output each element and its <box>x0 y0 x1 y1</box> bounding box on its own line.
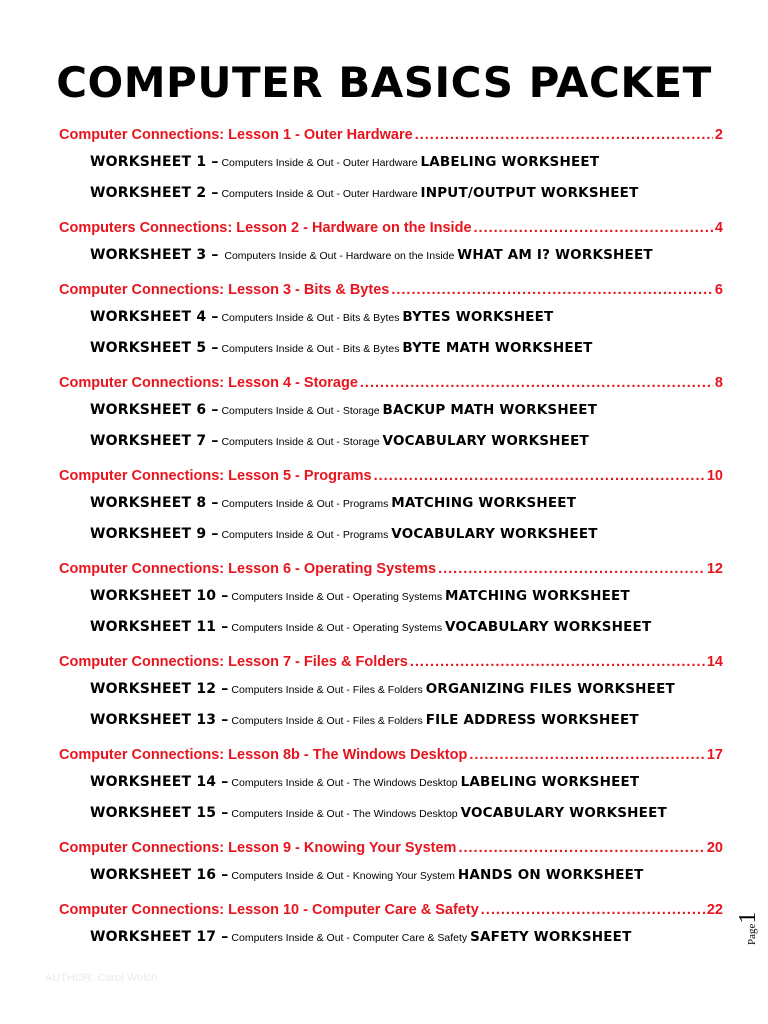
spacer <box>59 890 723 899</box>
worksheet-type: VOCABULARY WORKSHEET <box>460 805 667 821</box>
worksheet-entry <box>90 859 723 890</box>
worksheet-label: WORKSHEET 14 – <box>90 774 229 790</box>
lesson-page: 22 <box>706 902 723 918</box>
worksheet-description: Computers Inside & Out - Operating Systems <box>228 622 445 634</box>
worksheet-description: Computers Inside & Out - Storage <box>218 405 383 417</box>
lesson-group <box>59 558 723 651</box>
packet-title: COMPUTER BASICS PACKET <box>56 58 712 107</box>
spacer <box>59 642 723 651</box>
lesson-entry[interactable] <box>59 124 723 146</box>
spacer <box>59 363 723 372</box>
worksheet-type: SAFETY WORKSHEET <box>470 929 632 945</box>
worksheet-entry <box>90 673 723 704</box>
worksheet-type: FILE ADDRESS WORKSHEET <box>425 712 639 728</box>
lesson-page: 4 <box>714 220 723 236</box>
worksheet-label: WORKSHEET 5 – <box>90 340 219 356</box>
lesson-entry[interactable] <box>59 279 723 301</box>
worksheet-description: Computers Inside & Out - The Windows Desktop <box>228 808 461 820</box>
worksheet-label: WORKSHEET 8 – <box>90 495 219 511</box>
worksheet-entry <box>90 394 723 425</box>
worksheet-type: HANDS ON WORKSHEET <box>457 867 644 883</box>
spacer <box>59 828 723 837</box>
worksheet-description: Computers Inside & Out - Knowing Your System <box>228 870 458 882</box>
worksheet-description: Computers Inside & Out - Outer Hardware <box>218 157 421 169</box>
lesson-title: Computer Connections: Lesson 5 - Programs <box>59 468 372 484</box>
lesson-title: Computer Connections: Lesson 10 - Computer Care & Safety <box>59 902 479 918</box>
worksheet-type: MATCHING WORKSHEET <box>391 495 577 511</box>
worksheet-entry <box>90 177 723 208</box>
lesson-entry[interactable] <box>59 372 723 394</box>
worksheet-description: Computers Inside & Out - Computer Care & Safety <box>228 932 471 944</box>
worksheet-type: BYTE MATH WORKSHEET <box>402 340 593 356</box>
dot-leader <box>391 279 713 301</box>
worksheet-type: LABELING WORKSHEET <box>420 154 600 170</box>
dot-leader <box>415 124 713 146</box>
lesson-group <box>59 651 723 744</box>
worksheet-entry <box>90 146 723 177</box>
worksheet-description: Computers Inside & Out - Programs <box>218 529 392 541</box>
dot-leader <box>458 837 704 859</box>
dot-leader <box>360 372 713 394</box>
worksheet-type: VOCABULARY WORKSHEET <box>445 619 652 635</box>
table-of-contents <box>59 124 723 961</box>
lesson-page: 8 <box>714 375 723 391</box>
worksheet-type: VOCABULARY WORKSHEET <box>391 526 598 542</box>
worksheet-entry <box>90 425 723 456</box>
lesson-title: Computers Connections: Lesson 2 - Hardware on the Inside <box>59 220 472 236</box>
worksheet-description: Computers Inside & Out - The Windows Desktop <box>228 777 461 789</box>
worksheet-description: Computers Inside & Out - Bits & Bytes <box>218 312 403 324</box>
worksheet-description: Computers Inside & Out - Files & Folders <box>228 715 426 727</box>
worksheet-description: Computers Inside & Out - Bits & Bytes <box>218 343 403 355</box>
worksheet-entry <box>90 518 723 549</box>
worksheet-label: WORKSHEET 9 – <box>90 526 219 542</box>
worksheet-label: WORKSHEET 13 – <box>90 712 229 728</box>
page-label: Page <box>746 923 758 945</box>
worksheet-label: WORKSHEET 1 – <box>90 154 219 170</box>
worksheet-type: BYTES WORKSHEET <box>402 309 554 325</box>
worksheet-type: VOCABULARY WORKSHEET <box>382 433 589 449</box>
lesson-page: 14 <box>706 654 723 670</box>
spacer <box>59 735 723 744</box>
worksheet-entry <box>90 921 723 952</box>
lesson-page: 10 <box>706 468 723 484</box>
lesson-title: Computer Connections: Lesson 8b - The Windows Desktop <box>59 747 468 763</box>
lesson-group <box>59 744 723 837</box>
worksheet-type: WHAT AM I? WORKSHEET <box>457 247 653 263</box>
lesson-title: Computer Connections: Lesson 9 - Knowing Your System <box>59 840 457 856</box>
worksheet-description: Computers Inside & Out - Storage <box>218 436 383 448</box>
worksheet-label: WORKSHEET 12 – <box>90 681 229 697</box>
lesson-page: 20 <box>706 840 723 856</box>
lesson-group <box>59 465 723 558</box>
worksheet-entry <box>90 301 723 332</box>
lesson-entry[interactable] <box>59 558 723 580</box>
lesson-page: 17 <box>706 747 723 763</box>
lesson-entry[interactable] <box>59 465 723 487</box>
worksheet-entry <box>90 611 723 642</box>
lesson-group <box>59 899 723 961</box>
worksheet-entry <box>90 580 723 611</box>
worksheet-type: BACKUP MATH WORKSHEET <box>382 402 598 418</box>
spacer <box>59 549 723 558</box>
lesson-entry[interactable] <box>59 899 723 921</box>
page-number <box>735 912 762 945</box>
worksheet-entry <box>90 239 723 270</box>
worksheet-entry <box>90 704 723 735</box>
lesson-title: Computer Connections: Lesson 4 - Storage <box>59 375 358 391</box>
worksheet-label: WORKSHEET 7 – <box>90 433 219 449</box>
dot-leader <box>374 465 705 487</box>
lesson-page: 6 <box>714 282 723 298</box>
lesson-entry[interactable] <box>59 837 723 859</box>
author-watermark: AUTHOR: Carol Welch <box>45 972 158 984</box>
dot-leader <box>474 217 713 239</box>
worksheet-entry <box>90 332 723 363</box>
worksheet-type: INPUT/OUTPUT WORKSHEET <box>420 185 639 201</box>
lesson-group <box>59 217 723 279</box>
lesson-title: Computer Connections: Lesson 1 - Outer Hardware <box>59 127 413 143</box>
worksheet-label: WORKSHEET 11 – <box>90 619 229 635</box>
worksheet-description: Computers Inside & Out - Operating Systems <box>228 591 445 603</box>
worksheet-label: WORKSHEET 4 – <box>90 309 219 325</box>
spacer <box>59 208 723 217</box>
lesson-group <box>59 372 723 465</box>
worksheet-label: WORKSHEET 6 – <box>90 402 219 418</box>
spacer <box>59 270 723 279</box>
worksheet-label: WORKSHEET 15 – <box>90 805 229 821</box>
worksheet-description: Computers Inside & Out - Hardware on the Inside <box>218 250 458 262</box>
spacer <box>59 456 723 465</box>
worksheet-label: WORKSHEET 10 – <box>90 588 229 604</box>
lesson-group <box>59 124 723 217</box>
lesson-group <box>59 279 723 372</box>
lesson-entry[interactable] <box>59 217 723 239</box>
worksheet-description: Computers Inside & Out - Programs <box>218 498 392 510</box>
dot-leader <box>469 744 705 766</box>
dot-leader <box>481 899 705 921</box>
worksheet-label: WORKSHEET 3 – <box>90 247 219 263</box>
worksheet-entry <box>90 797 723 828</box>
worksheet-label: WORKSHEET 2 – <box>90 185 219 201</box>
lesson-title: Computer Connections: Lesson 6 - Operating Systems <box>59 561 437 577</box>
dot-leader <box>438 558 705 580</box>
lesson-title: Computer Connections: Lesson 7 - Files & Folders <box>59 654 408 670</box>
lesson-group <box>59 837 723 899</box>
spacer <box>59 952 723 961</box>
page-number-value: 1 <box>735 911 761 924</box>
worksheet-description: Computers Inside & Out - Files & Folders <box>228 684 426 696</box>
lesson-page: 2 <box>714 127 723 143</box>
worksheet-type: ORGANIZING FILES WORKSHEET <box>425 681 675 697</box>
worksheet-label: WORKSHEET 16 – <box>90 867 229 883</box>
worksheet-type: MATCHING WORKSHEET <box>445 588 630 604</box>
worksheet-label: WORKSHEET 17 – <box>90 929 229 945</box>
worksheet-description: Computers Inside & Out - Outer Hardware <box>218 188 421 200</box>
lesson-page: 12 <box>706 561 723 577</box>
lesson-title: Computer Connections: Lesson 3 - Bits & Bytes <box>59 282 390 298</box>
lesson-entry[interactable] <box>59 651 723 673</box>
dot-leader <box>410 651 705 673</box>
worksheet-entry <box>90 487 723 518</box>
worksheet-entry <box>90 766 723 797</box>
lesson-entry[interactable] <box>59 744 723 766</box>
worksheet-type: LABELING WORKSHEET <box>460 774 640 790</box>
